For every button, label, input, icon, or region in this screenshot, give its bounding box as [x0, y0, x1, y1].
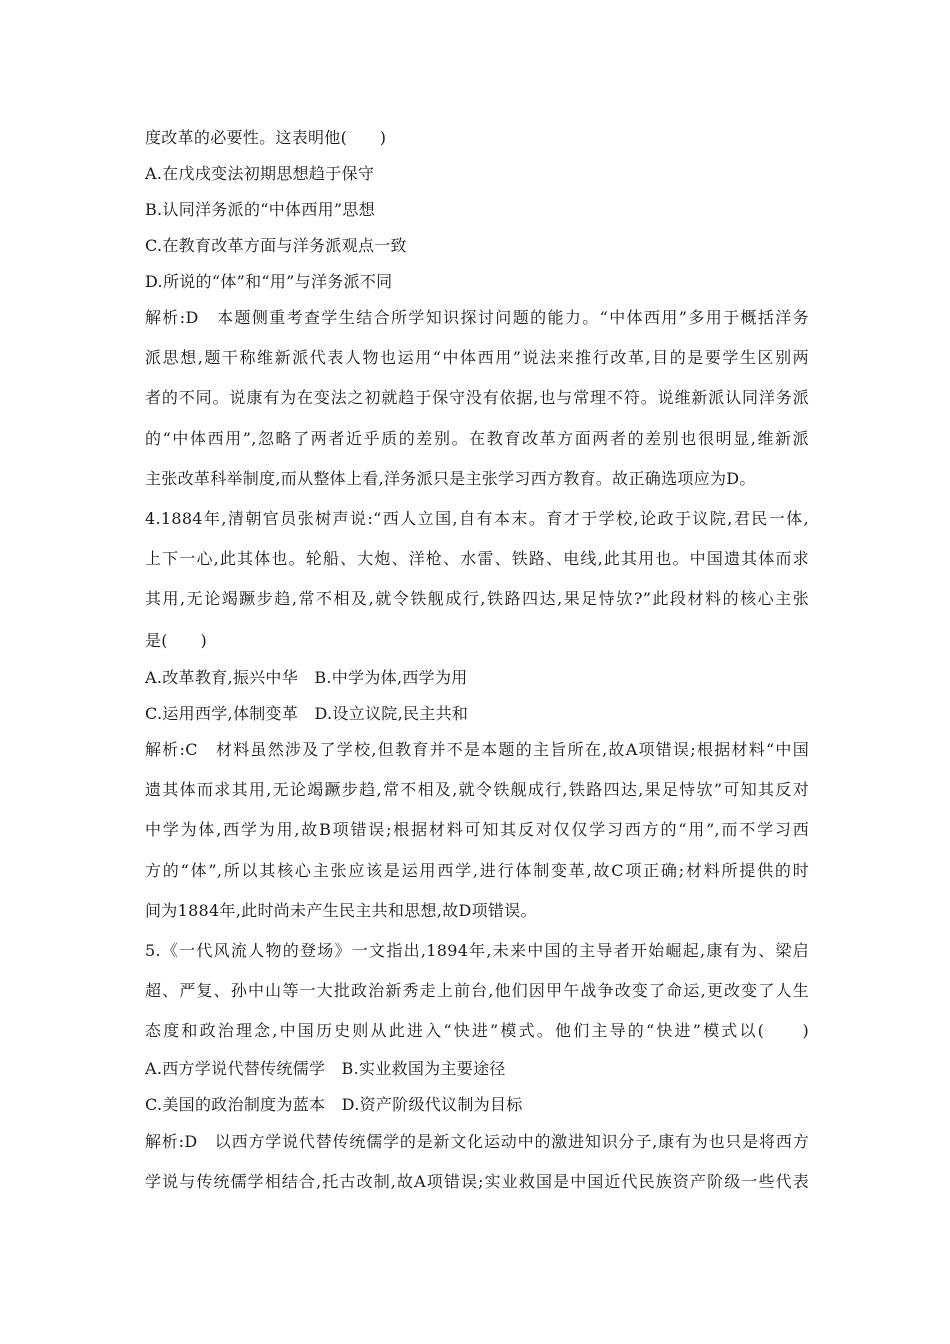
question-5: 5.《一代风流人物的登场》一文指出,1894年,未来中国的主导者开始崛起,康有为、梁启 — [145, 941, 809, 960]
question-line: 超、严复、孙中山等一大批政治新秀走上前台,他们因甲午战争改变了命运,更改变了人生 — [145, 981, 809, 1000]
option-d: D.所说的“体”和“用”与洋务派不同 — [145, 272, 393, 291]
analysis-line: 的“中体西用”,忽略了两者近乎质的差别。在教育改革方面两者的差别也很明显,维新派 — [145, 429, 809, 448]
question-line: 其用,无论竭蹶步趋,常不相及,就令铁舰成行,铁路四达,果足恃欤?”此段材料的核心主张 — [145, 589, 809, 608]
analysis-line: 派思想,题干称维新派代表人物也运用“中体西用”说法来推行改革,目的是要学生区别两 — [145, 348, 809, 367]
analysis-line: 解析:C 材料虽然涉及了学校,但教育并不是本题的主旨所在,故A项错误;根据材料“中国 — [145, 740, 809, 759]
option-row: C.美国的政治制度为蓝本 D.资产阶级代议制为目标 — [145, 1095, 523, 1114]
analysis-line: 解析:D 本题侧重考查学生结合所学知识探讨问题的能力。“中体西用”多用于概括洋务 — [145, 308, 809, 327]
question-line: 是( ) — [145, 631, 207, 650]
option-row: C.运用西学,体制变革 D.设立议院,民主共和 — [145, 704, 469, 723]
analysis-line: 中学为体,西学为用,故B项错误;根据材料可知其反对仅仅学习西方的“用”,而不学习西 — [145, 820, 809, 839]
analysis-line: 者的不同。说康有为在变法之初就趋于保守没有依据,也与常理不符。说维新派认同洋务派 — [145, 388, 809, 407]
question-line: 态度和政治理念,中国历史则从此进入“快进”模式。他们主导的“快进”模式以( ) — [145, 1021, 809, 1040]
question-line: 上下一心,此其体也。轮船、大炮、洋枪、水雷、铁路、电线,此其用也。中国遗其体而求 — [145, 549, 809, 568]
analysis-line: 遗其体而求其用,无论竭蹶步趋,常不相及,就令铁舰成行,铁路四达,果足恃欤”可知其反对 — [145, 780, 809, 799]
analysis-line: 解析:D 以西方学说代替传统儒学的是新文化运动中的激进知识分子,康有为也只是将西方 — [145, 1132, 809, 1151]
analysis-line: 方的“体”,所以其核心主张应该是运用西学,进行体制变革,故C项正确;材料所提供的时 — [145, 861, 809, 880]
analysis-line: 主张改革科举制度,而从整体上看,洋务派只是主张学习西方教育。故正确选项应为D。 — [145, 469, 756, 488]
text-line: 度改革的必要性。这表明他( ) — [145, 128, 387, 147]
option-a: A.在戊戌变法初期思想趋于保守 — [145, 164, 375, 183]
option-row: A.改革教育,振兴中华 B.中学为体,西学为用 — [145, 668, 468, 687]
analysis-line: 学说与传统儒学相结合,托古改制,故A项错误;实业救国是中国近代民族资产阶级一些代表 — [145, 1172, 809, 1191]
question-4: 4.1884年,清朝官员张树声说:“西人立国,自有本末。育才于学校,论政于议院,君民一体, — [145, 509, 809, 528]
analysis-line: 间为1884年,此时尚未产生民主共和思想,故D项错误。 — [145, 901, 537, 920]
option-row: A.西方学说代替传统儒学 B.实业救国为主要途径 — [145, 1059, 506, 1078]
option-b: B.认同洋务派的“中体西用”思想 — [145, 200, 376, 219]
option-c: C.在教育改革方面与洋务派观点一致 — [145, 236, 407, 255]
